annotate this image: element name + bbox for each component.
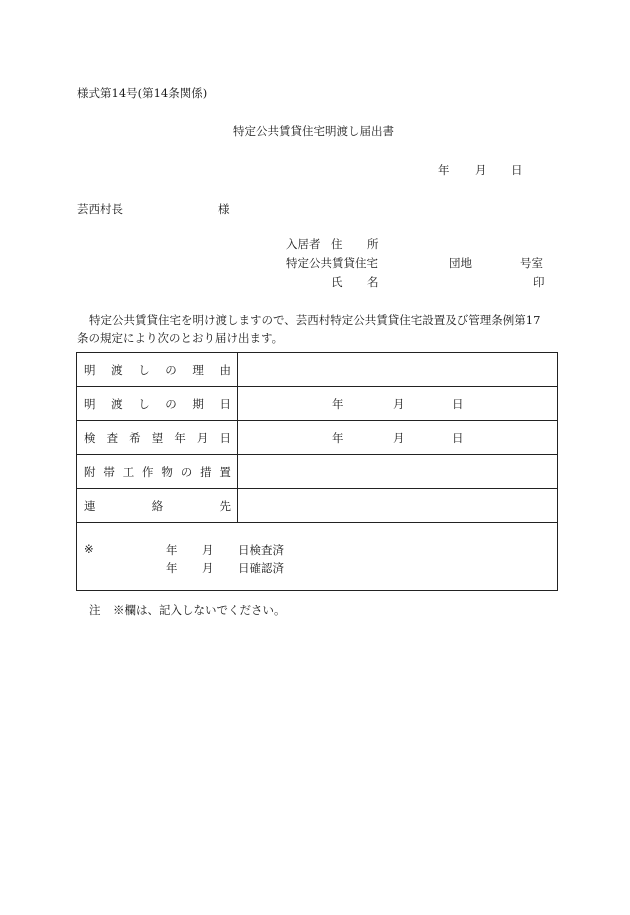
resident-label: 入居者 [286,237,321,251]
office-year-1: 年 [166,543,178,557]
office-month-1: 月 [202,543,214,557]
date-month: 月 [393,396,405,411]
date-year: 年 [332,430,344,445]
label-char: 期 [192,396,204,411]
label-char: 日 [219,430,231,445]
label-char: 連 [84,498,96,513]
table-row [77,387,558,421]
label-char: の [180,464,193,479]
label-char: 置 [219,464,231,479]
housing-label: 特定公共賃貸住宅 [286,256,378,270]
row-label [77,387,238,421]
body-text-line1: 特定公共賃貸住宅を明け渡しますので、芸西村特定公共賃貸住宅設置及び管理条例第17 [89,313,541,327]
label-char: 渡 [111,362,123,377]
label-char: 帯 [103,464,115,479]
row-label [77,489,238,523]
date-day: 日 [511,163,523,177]
label-char: 希 [129,430,141,445]
fixtures-field[interactable] [238,455,558,489]
label-char: 工 [122,464,135,479]
date-year: 年 [438,163,450,177]
date-month: 月 [475,163,487,177]
room-label: 号室 [520,256,543,270]
table-row [77,489,558,523]
office-use-cell [77,523,558,591]
label-char: 附 [84,464,96,479]
table-row [77,455,558,489]
label-char: の [165,362,177,377]
contact-field[interactable] [238,489,558,523]
table-row [77,353,558,387]
label-char: し [138,396,150,411]
vacate-date-field[interactable] [238,387,558,421]
name-char-2: 名 [367,275,379,289]
form-title: 特定公共賃貸住宅明渡し届出書 [233,124,394,138]
date-month: 月 [393,430,405,445]
label-char: 先 [219,498,231,513]
label-char: 検 [84,430,96,445]
address-char-1: 住 [331,237,343,251]
danchi-label: 団地 [449,256,472,270]
label-char: 措 [200,464,212,479]
label-char: 明 [84,396,96,411]
table-row [77,421,558,455]
office-mark: ※ [84,542,94,556]
label-char: 理 [192,362,204,377]
label-char: 作 [142,464,154,479]
label-char: 絡 [151,498,164,513]
label-char: 望 [151,430,164,445]
row-label [77,353,238,387]
office-use-row [77,523,558,591]
date-day: 日 [452,396,464,411]
label-char: 年 [174,430,186,445]
form-number: 様式第14号(第14条関係) [77,86,208,100]
form-table [76,352,558,591]
label-char: 物 [161,464,173,479]
office-month-2: 月 [202,561,214,575]
date-year: 年 [332,396,344,411]
label-char: 明 [84,362,96,377]
name-char-1: 氏 [331,275,343,289]
office-inspected: 日検査済 [238,543,284,557]
office-confirmed: 日確認済 [238,561,284,575]
body-text-line2: 条の規定により次のとおり届け出ます。 [77,331,284,345]
label-char: 日 [219,396,231,411]
reason-field[interactable] [238,353,558,387]
row-label [77,455,238,489]
addressee-name: 芸西村長 [77,202,123,216]
label-char: 査 [106,430,119,445]
seal-mark: 印 [533,275,545,289]
inspection-date-field[interactable] [238,421,558,455]
label-char: 月 [196,430,209,445]
office-year-2: 年 [166,561,178,575]
addressee-honorific: 様 [218,202,230,216]
label-char: の [165,396,177,411]
date-day: 日 [452,430,464,445]
address-char-2: 所 [367,237,379,251]
row-label [77,421,238,455]
note-text: ※欄は、記入しないでください。 [113,603,286,617]
label-char: し [138,362,150,377]
label-char: 由 [219,362,231,377]
note-prefix: 注 [89,603,101,617]
label-char: 渡 [111,396,123,411]
